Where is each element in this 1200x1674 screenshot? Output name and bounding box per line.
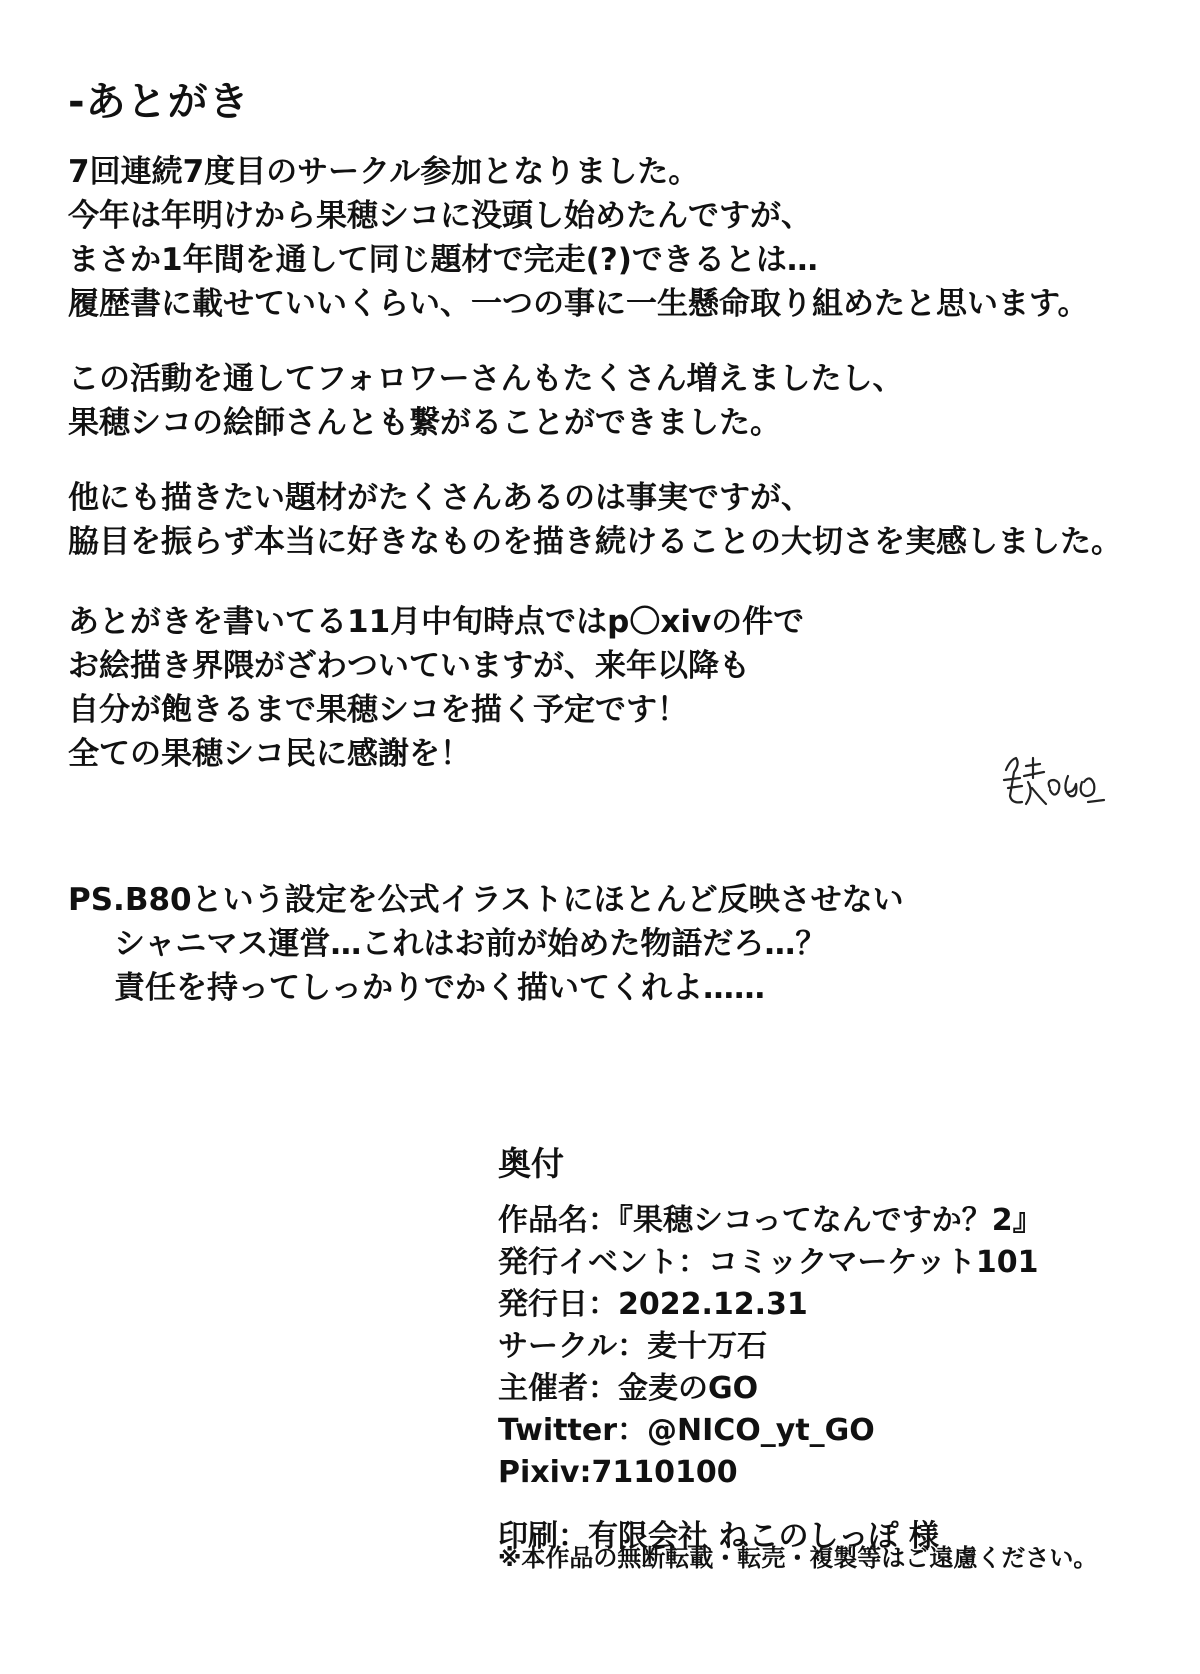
paragraph-1	[68, 150, 1089, 326]
colophon	[498, 1142, 1043, 1558]
paragraph-line: 履歴書に載せていいくらい、一つの事に一生懸命取り組めたと思います。	[68, 286, 1089, 322]
colophon-circle: サークル：麦十万石	[498, 1329, 768, 1364]
colophon-pixiv: Pixiv:7110100	[498, 1455, 738, 1490]
paragraph-line: 今年は年明けから果穂シコに没頭し始めたんですが、	[68, 198, 812, 234]
paragraph-line: まさか1年間を通して同じ題材で完走(?)できるとは…	[68, 242, 818, 278]
paragraph-line: 果穂シコの絵師さんとも繋がることができました。	[68, 405, 781, 441]
paragraph-line: この活動を通してフォロワーさんもたくさん増えましたし、	[68, 361, 904, 397]
paragraph-4	[68, 600, 804, 776]
colophon-event: 発行イベント：コミックマーケット101	[498, 1245, 1039, 1280]
colophon-title: 奥付	[498, 1144, 564, 1183]
paragraph-line: 自分が飽きるまで果穂シコを描く予定です！	[68, 692, 688, 728]
postscript-line: PS.B80という設定を公式イラストにほとんど反映させない	[68, 882, 904, 918]
copyright-notice: ※本作品の無断転載・転売・複製等はご遠慮ください。	[498, 1544, 1098, 1572]
postscript-line: 責任を持ってしっかりでかく描いてくれよ……	[114, 970, 765, 1006]
handwritten-signature	[1000, 752, 1110, 814]
colophon-date: 発行日：2022.12.31	[498, 1287, 808, 1322]
paragraph-line: 脇目を振らず本当に好きなものを描き続けることの大切さを実感しました。	[68, 524, 1122, 560]
paragraph-line: 他にも描きたい題材がたくさんあるのは事実ですが、	[68, 480, 812, 516]
paragraph-3	[68, 476, 1122, 564]
paragraph-line: 全ての果穂シコ民に感謝を！	[68, 736, 471, 772]
colophon-twitter: Twitter：@NICO_yt_GO	[498, 1413, 875, 1448]
postscript-line: シャニマス運営…これはお前が始めた物語だろ…？	[114, 926, 827, 962]
paragraph-line: お絵描き界隈がざわついていますが、来年以降も	[68, 648, 750, 684]
colophon-printer: 印刷：有限会社 ねこのしっぽ 様	[498, 1519, 939, 1554]
afterword-title: -あとがき	[68, 79, 250, 125]
colophon-work-title: 作品名：『果穂シコってなんですか？2』	[498, 1203, 1043, 1238]
paragraph-line: 7回連続7度目のサークル参加となりました。	[68, 154, 700, 190]
paragraph-2	[68, 357, 903, 445]
postscript	[68, 878, 904, 1010]
colophon-organizer: 主催者：金麦のGO	[498, 1371, 759, 1406]
paragraph-line: あとがきを書いてる11月中旬時点ではp〇xivの件で	[68, 604, 805, 640]
